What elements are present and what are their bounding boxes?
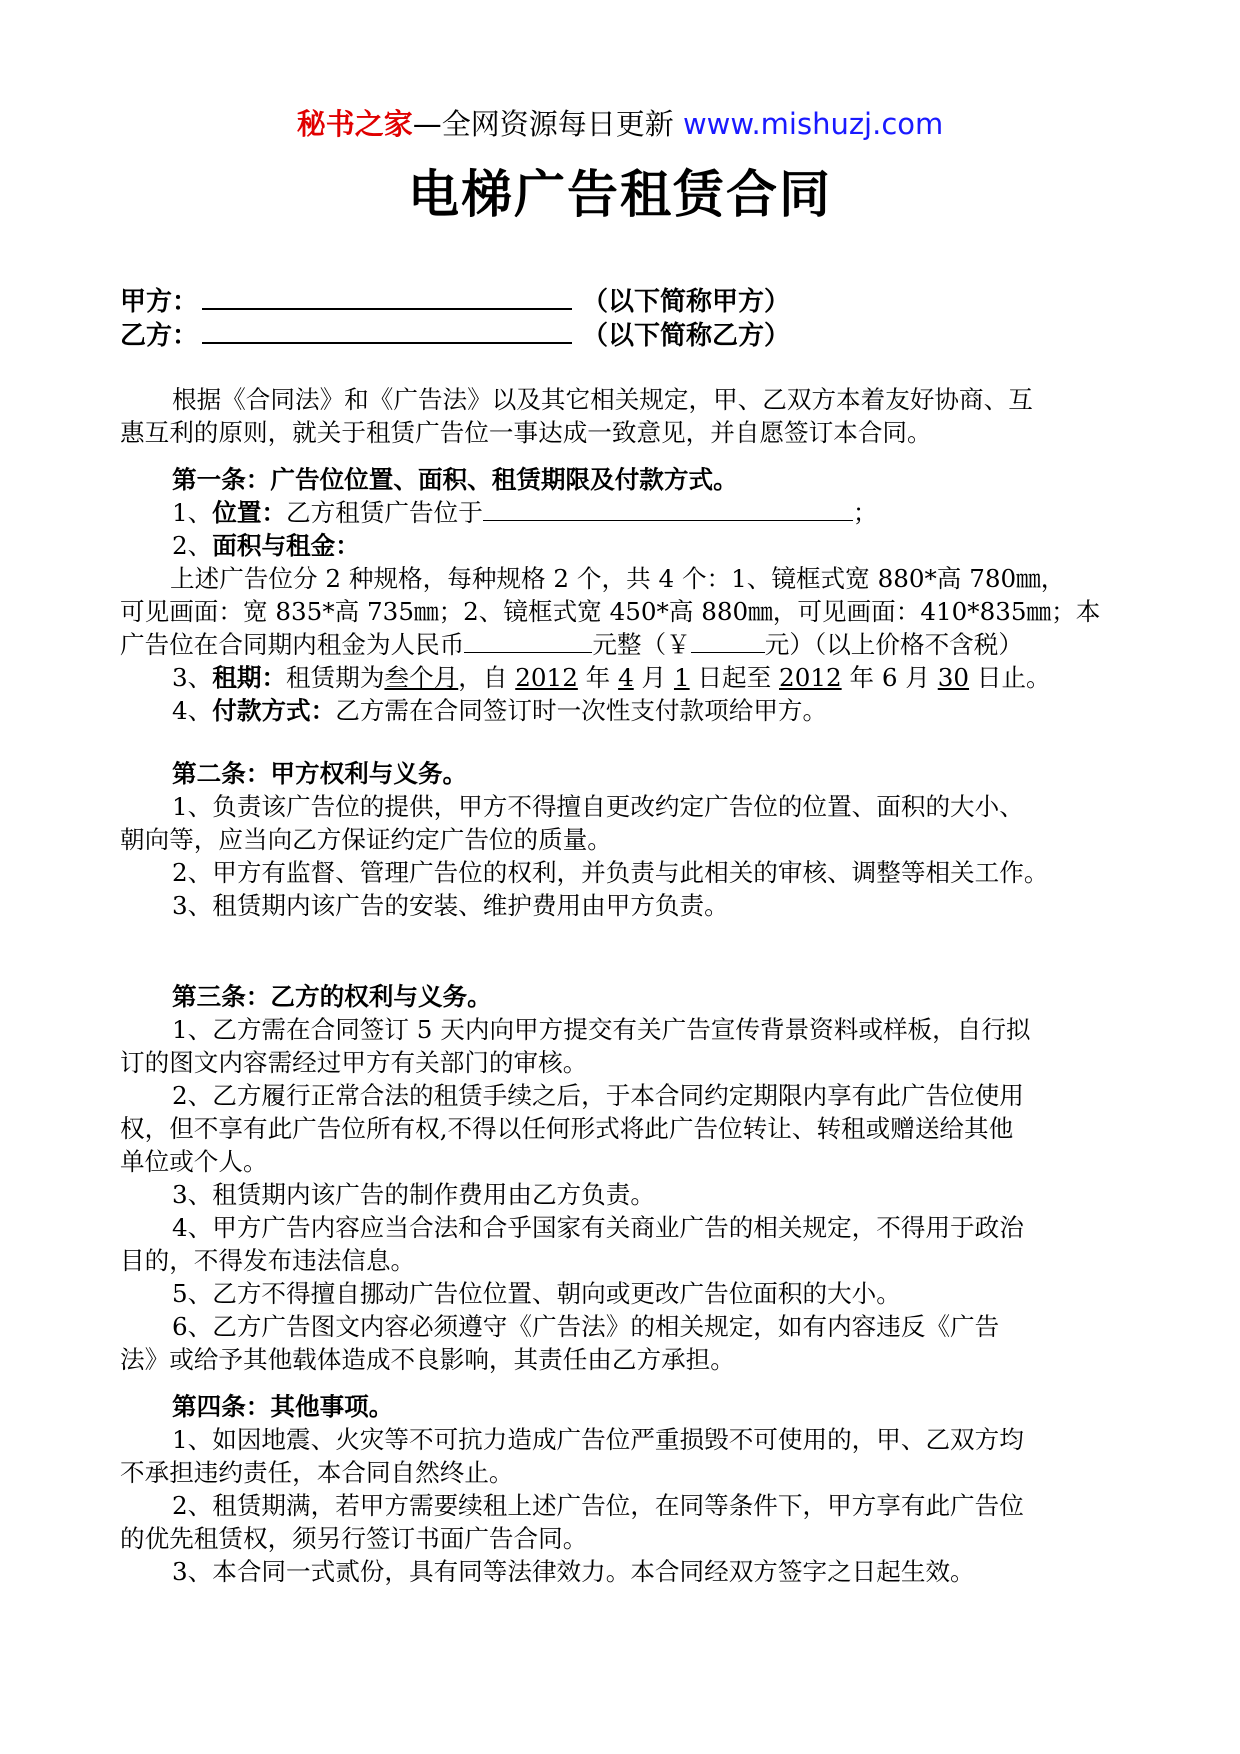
- banner-url[interactable]: www.mishuzj.com: [682, 107, 944, 141]
- item-text: 乙方需在合同签订时一次性支付款项给甲方。: [335, 696, 828, 725]
- intro-line: 根据《合同法》和《广告法》以及其它相关规定，甲、乙双方本着友好协商、互: [172, 385, 1033, 414]
- article-4-heading: 第四条：其他事项。: [172, 1392, 394, 1421]
- item-label: 付款方式：: [212, 696, 336, 725]
- item-text: 租赁期为: [286, 663, 385, 692]
- article-3-line: 目的，不得发布违法信息。: [120, 1246, 416, 1275]
- banner-slogan: —全网资源每日更新: [412, 107, 683, 141]
- site-banner: [0, 104, 1240, 144]
- start-day: 1: [673, 663, 690, 692]
- party-a-suffix: （以下简称甲方）: [582, 287, 791, 317]
- article-4-line: 1、如因地震、火灾等不可抗力造成广告位严重损毁不可使用的，甲、乙双方均: [172, 1425, 1024, 1454]
- end-year: 2012: [779, 663, 842, 692]
- document-title: 电梯广告租赁合同: [407, 165, 832, 225]
- article-1-heading: 第一条：广告位位置、面积、租赁期限及付款方式。: [172, 465, 738, 494]
- article-3-line: 1、乙方需在合同签订 5 天内向甲方提交有关广告宣传背景资料或样板，自行拟: [172, 1015, 1031, 1044]
- article-4-line: 不承担违约责任，本合同自然终止。: [120, 1458, 514, 1487]
- item-label: 面积与租金：: [212, 531, 360, 560]
- article-2-line: 朝向等，应当向乙方保证约定广告位的质量。: [120, 825, 612, 854]
- article-2-heading: 第二条：甲方权利与义务。: [172, 759, 468, 788]
- article-3-line: 权，但不享有此广告位所有权,不得以任何形式将此广告位转让、转租或赠送给其他: [120, 1114, 1014, 1143]
- contract-body: [120, 383, 1120, 1588]
- item-text: 乙方租赁广告位于: [286, 498, 483, 527]
- item-text: 日起至: [689, 663, 780, 692]
- party-a-blank: [202, 284, 572, 310]
- party-a-line: [120, 284, 1120, 319]
- item-text: 年 6 月: [841, 663, 938, 692]
- party-b-line: [120, 318, 1120, 353]
- article-3-line: 5、乙方不得擅自挪动广告位位置、朝向或更改广告位面积的大小。: [172, 1279, 901, 1308]
- rent-text: 元）（以上价格不含税）: [764, 630, 1023, 659]
- article-1-item-1: [120, 496, 1120, 529]
- start-month: 4: [618, 663, 634, 692]
- item-number: 1、: [172, 498, 213, 527]
- article-1-item-2: [120, 529, 1120, 562]
- article-3-line: 2、乙方履行正常合法的租赁手续之后，于本合同约定期限内享有此广告位使用: [172, 1081, 1024, 1110]
- item-text: ，自: [458, 663, 516, 692]
- item-text: 月: [633, 663, 674, 692]
- end-day: 30: [937, 663, 970, 692]
- spec-line: 上述广告位分 2 种规格，每种规格 2 个，共 4 个：1、镜框式宽 880*高 780㎜，: [170, 564, 1066, 593]
- item-text: 年: [577, 663, 619, 692]
- spec-line: 可见画面：宽 835*高 735㎜；2、镜框式宽 450*高 880㎜，可见画面：410*835㎜；本: [120, 597, 1101, 626]
- article-4-line: 2、租赁期满，若甲方需要续租上述广告位，在同等条件下，甲方享有此广告位: [172, 1491, 1024, 1520]
- banner-brand: 秘书之家: [296, 107, 413, 141]
- item-text: ；: [852, 498, 878, 527]
- rent-figure-blank: [691, 630, 765, 653]
- party-b-blank: [202, 318, 572, 344]
- article-3-line: 单位或个人。: [120, 1147, 268, 1176]
- article-1-item-3: [120, 661, 1120, 694]
- article-2-line: 2、甲方有监督、管理广告位的权利，并负责与此相关的审核、调整等相关工作。: [172, 858, 1049, 887]
- article-3-line: 订的图文内容需经过甲方有关部门的审核。: [120, 1048, 588, 1077]
- rent-amount-blank: [464, 630, 592, 653]
- article-4-line: 的优先租赁权，须另行签订书面广告合同。: [120, 1524, 588, 1553]
- article-2-line: 1、负责该广告位的提供，甲方不得擅自更改约定广告位的位置、面积的大小、: [172, 792, 1024, 821]
- item-text: 日止。: [969, 663, 1051, 692]
- rent-text: 元整（￥: [592, 630, 691, 659]
- start-year: 2012: [515, 663, 578, 692]
- item-number: 2、: [172, 531, 213, 560]
- party-a-label: 甲方：: [120, 287, 199, 317]
- article-3-heading: 第三条：乙方的权利与义务。: [172, 982, 492, 1011]
- article-2-line: 3、租赁期内该广告的安装、维护费用由甲方负责。: [172, 891, 729, 920]
- article-3-line: 法》或给予其他载体造成不良影响，其责任由乙方承担。: [120, 1345, 735, 1374]
- article-3-line: 6、乙方广告图文内容必须遵守《广告法》的相关规定，如有内容违反《广告: [172, 1312, 1000, 1341]
- rent-text: 广告位在合同期内租金为人民币: [120, 630, 465, 659]
- rent-line: [120, 628, 1120, 661]
- lease-period: 叁个月: [384, 663, 459, 692]
- item-number: 3、: [172, 663, 213, 692]
- party-b-label: 乙方：: [120, 321, 199, 351]
- location-blank: [483, 498, 853, 521]
- article-3-line: 4、甲方广告内容应当合法和合乎国家有关商业广告的相关规定，不得用于政治: [172, 1213, 1024, 1242]
- intro-line: 惠互利的原则，就关于租赁广告位一事达成一致意见，并自愿签订本合同。: [120, 418, 932, 447]
- party-b-suffix: （以下简称乙方）: [582, 321, 791, 351]
- item-label: 位置：: [212, 498, 287, 527]
- article-3-line: 3、租赁期内该广告的制作费用由乙方负责。: [172, 1180, 655, 1209]
- item-label: 租期：: [212, 663, 287, 692]
- article-1-item-4: [120, 694, 1120, 727]
- item-number: 4、: [172, 696, 213, 725]
- article-4-line: 3、本合同一式贰份，具有同等法律效力。本合同经双方签字之日起生效。: [172, 1557, 975, 1586]
